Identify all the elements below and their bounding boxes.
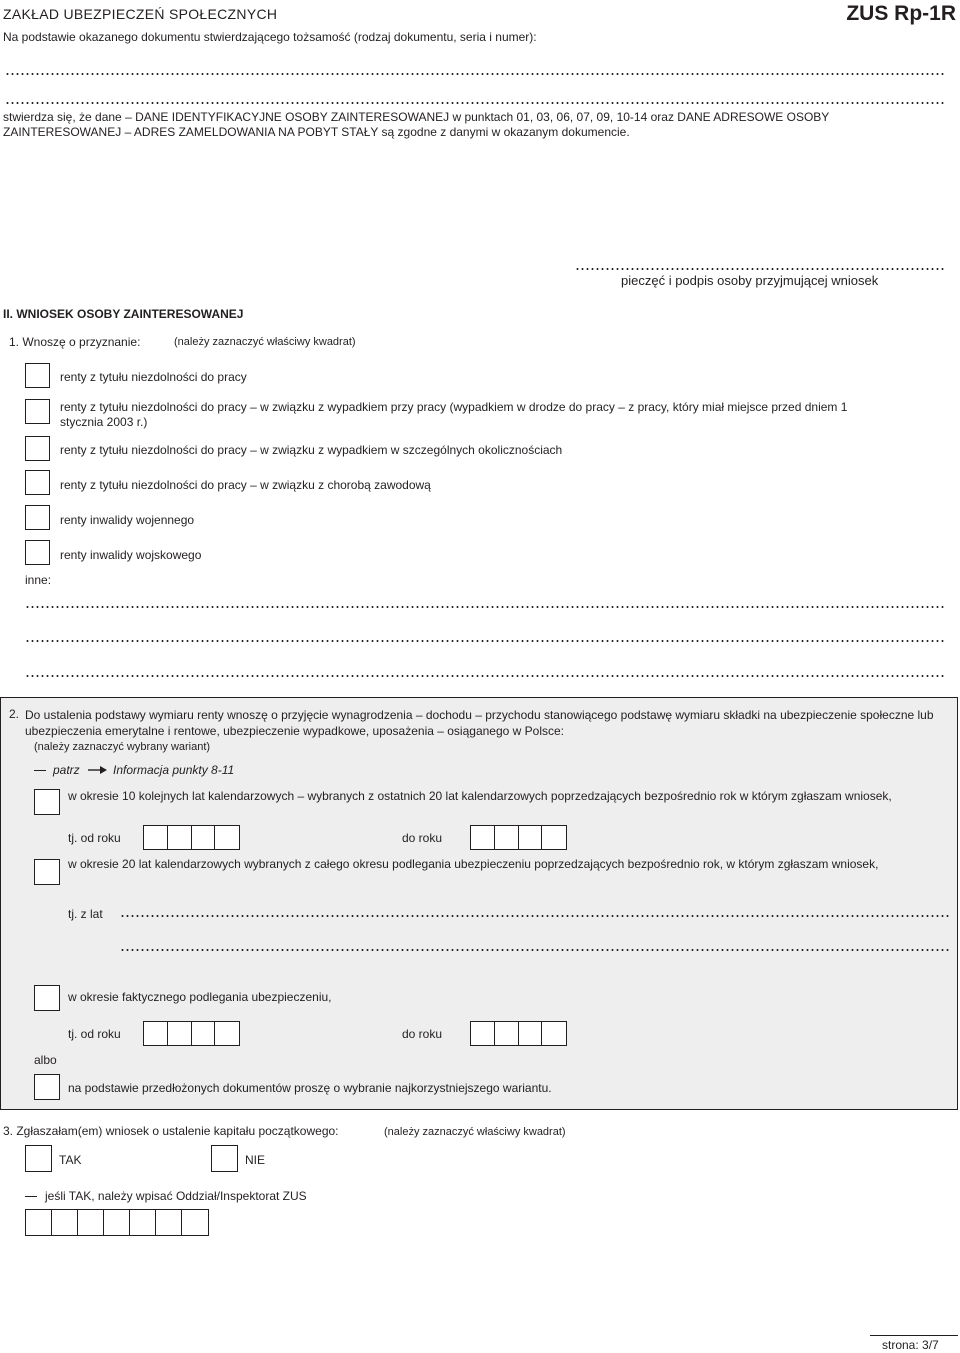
checkbox-occupational-disease-pension[interactable]	[25, 470, 50, 495]
branch-code-cell[interactable]	[26, 1210, 52, 1235]
branch-note: jeśli TAK, należy wpisać Oddział/Inspektorat ZUS	[45, 1189, 307, 1203]
form-code: ZUS Rp-1R	[846, 2, 956, 25]
branch-code-cell[interactable]	[104, 1210, 130, 1235]
from-year-input-1[interactable]	[143, 825, 240, 850]
to-year-input-1[interactable]	[470, 825, 567, 850]
branch-code-cell[interactable]	[182, 1210, 208, 1235]
q3-hint: (należy zaznaczyć właściwy kwadrat)	[384, 1126, 566, 1138]
checkbox-actual-insurance-period[interactable]	[34, 985, 60, 1011]
section-title: II. WNIOSEK OSOBY ZAINTERESOWANEJ	[3, 307, 244, 321]
from-year-input-2[interactable]	[143, 1021, 240, 1046]
option-work-accident-pension: renty z tytułu niezdolności do pracy – w związku z wypadkiem przy pracy (wypadkiem w drodze do pracy – z pracy, który miał miejsce przed dniem 1 stycznia 2003 r.)	[60, 400, 848, 429]
to-year-input-2[interactable]	[470, 1021, 567, 1046]
stamp-signature-line[interactable]	[575, 267, 945, 271]
q1-label: 1. Wnoszę o przyznanie:	[9, 335, 141, 349]
other-label: inne:	[25, 573, 52, 587]
option-ten-years: w okresie 10 kolejnych lat kalendarzowych – wybranych z ostatnich 20 lat kalendarzowych poprzedzających bezpośrednio rok w którym zgłaszam wniosek,	[68, 789, 892, 803]
checkbox-no[interactable]	[211, 1145, 238, 1172]
branch-note-dash	[25, 1196, 37, 1197]
checkbox-disability-pension[interactable]	[25, 363, 50, 388]
to-year-label-1: do roku	[402, 831, 443, 845]
q2-number: 2.	[9, 707, 20, 721]
checkbox-war-invalid-pension[interactable]	[25, 505, 50, 530]
q3-label: 3. Zgłaszałam(em) wniosek o ustalenie kapitału początkowego:	[3, 1124, 339, 1138]
branch-code-cell[interactable]	[78, 1210, 104, 1235]
checkbox-work-accident-pension[interactable]	[25, 399, 50, 424]
footer-divider	[870, 1335, 958, 1336]
checkbox-ten-years[interactable]	[34, 789, 60, 815]
option-twenty-years: w okresie 20 lat kalendarzowych wybranych z całego okresu podlegania ubezpieczeniu poprzedzających bezpośrednio rok, w którym zgłaszam wniosek,	[68, 857, 879, 871]
see-dash	[34, 770, 46, 771]
branch-code-cell[interactable]	[156, 1210, 182, 1235]
institution-name: ZAKŁAD UBEZPIECZEŃ SPOŁECZNYCH	[3, 6, 278, 22]
stamp-signature-label: pieczęć i podpis osoby przyjmującej wniosek	[621, 273, 879, 288]
id-document-line-1[interactable]	[5, 72, 945, 76]
checkbox-best-variant[interactable]	[34, 1074, 60, 1100]
q2-hint: (należy zaznaczyć wybrany wariant)	[34, 741, 211, 753]
id-document-line-2[interactable]	[5, 101, 945, 105]
no-label: NIE	[245, 1153, 266, 1167]
branch-code-input[interactable]	[25, 1209, 209, 1236]
years-line-2[interactable]	[120, 948, 950, 952]
confirmation-statement: stwierdza się, że dane – DANE IDENTYFIKACYJNE OSOBY ZAINTERESOWANEJ w punktach 01, 03, 06, 07, 09, 10-14 oraz DANE ADRESOWE OSOBY ZAINTERESOWANEJ – ADRES ZAMELDOWANIA NA POBYT STAŁY są zgodne z danymi w okazanym dokumencie.	[3, 110, 830, 139]
option-war-invalid-pension: renty inwalidy wojennego	[60, 513, 195, 527]
option-best-variant: na podstawie przedłożonych dokumentów proszę o wybranie najkorzystniejszego wariantu.	[68, 1081, 552, 1095]
q2-panel	[0, 697, 958, 1110]
option-military-invalid-pension: renty inwalidy wojskowego	[60, 548, 202, 562]
checkbox-twenty-years[interactable]	[34, 859, 60, 885]
branch-code-cell[interactable]	[52, 1210, 78, 1235]
yes-label: TAK	[59, 1153, 82, 1167]
option-disability-pension: renty z tytułu niezdolności do pracy	[60, 370, 247, 384]
option-actual-insurance-period: w okresie faktycznego podlegania ubezpieczeniu,	[68, 990, 332, 1004]
see-label: patrz	[53, 763, 80, 777]
checkbox-yes[interactable]	[25, 1145, 52, 1172]
checkbox-special-circumstances-pension[interactable]	[25, 436, 50, 461]
arrow-right-icon	[88, 764, 108, 776]
id-document-label: Na podstawie okazanego dokumentu stwierdzającego tożsamość (rodzaj dokumentu, seria i numer):	[3, 30, 537, 44]
see-target: Informacja punkty 8-11	[113, 763, 235, 777]
or-label: albo	[34, 1053, 57, 1067]
other-line-2[interactable]	[25, 639, 945, 643]
checkbox-military-invalid-pension[interactable]	[25, 540, 50, 565]
to-year-label-2: do roku	[402, 1027, 443, 1041]
branch-code-cell[interactable]	[130, 1210, 156, 1235]
years-line-1[interactable]	[120, 914, 950, 918]
page-number: strona: 3/7	[882, 1338, 939, 1352]
other-line-1[interactable]	[25, 605, 945, 609]
q1-hint: (należy zaznaczyć właściwy kwadrat)	[174, 336, 356, 348]
option-occupational-disease-pension: renty z tytułu niezdolności do pracy – w związku z chorobą zawodową	[60, 478, 431, 492]
from-years-label: tj. z lat	[68, 907, 103, 921]
from-year-label-2: tj. od roku	[68, 1027, 121, 1041]
from-year-label-1: tj. od roku	[68, 831, 121, 845]
q2-text: Do ustalenia podstawy wymiaru renty wnoszę o przyjęcie wynagrodzenia – dochodu – przychodu stanowiącego podstawę wymiaru składki na ubezpieczenie społeczne lub ubezpieczenia emerytalne i rentowe, ubezpieczenie wypadkowe, uposażenia – osiąganego w Polsce:	[25, 708, 934, 738]
other-line-3[interactable]	[25, 674, 945, 678]
option-special-circumstances-pension: renty z tytułu niezdolności do pracy – w związku z wypadkiem w szczególnych okolicznościach	[60, 443, 563, 457]
